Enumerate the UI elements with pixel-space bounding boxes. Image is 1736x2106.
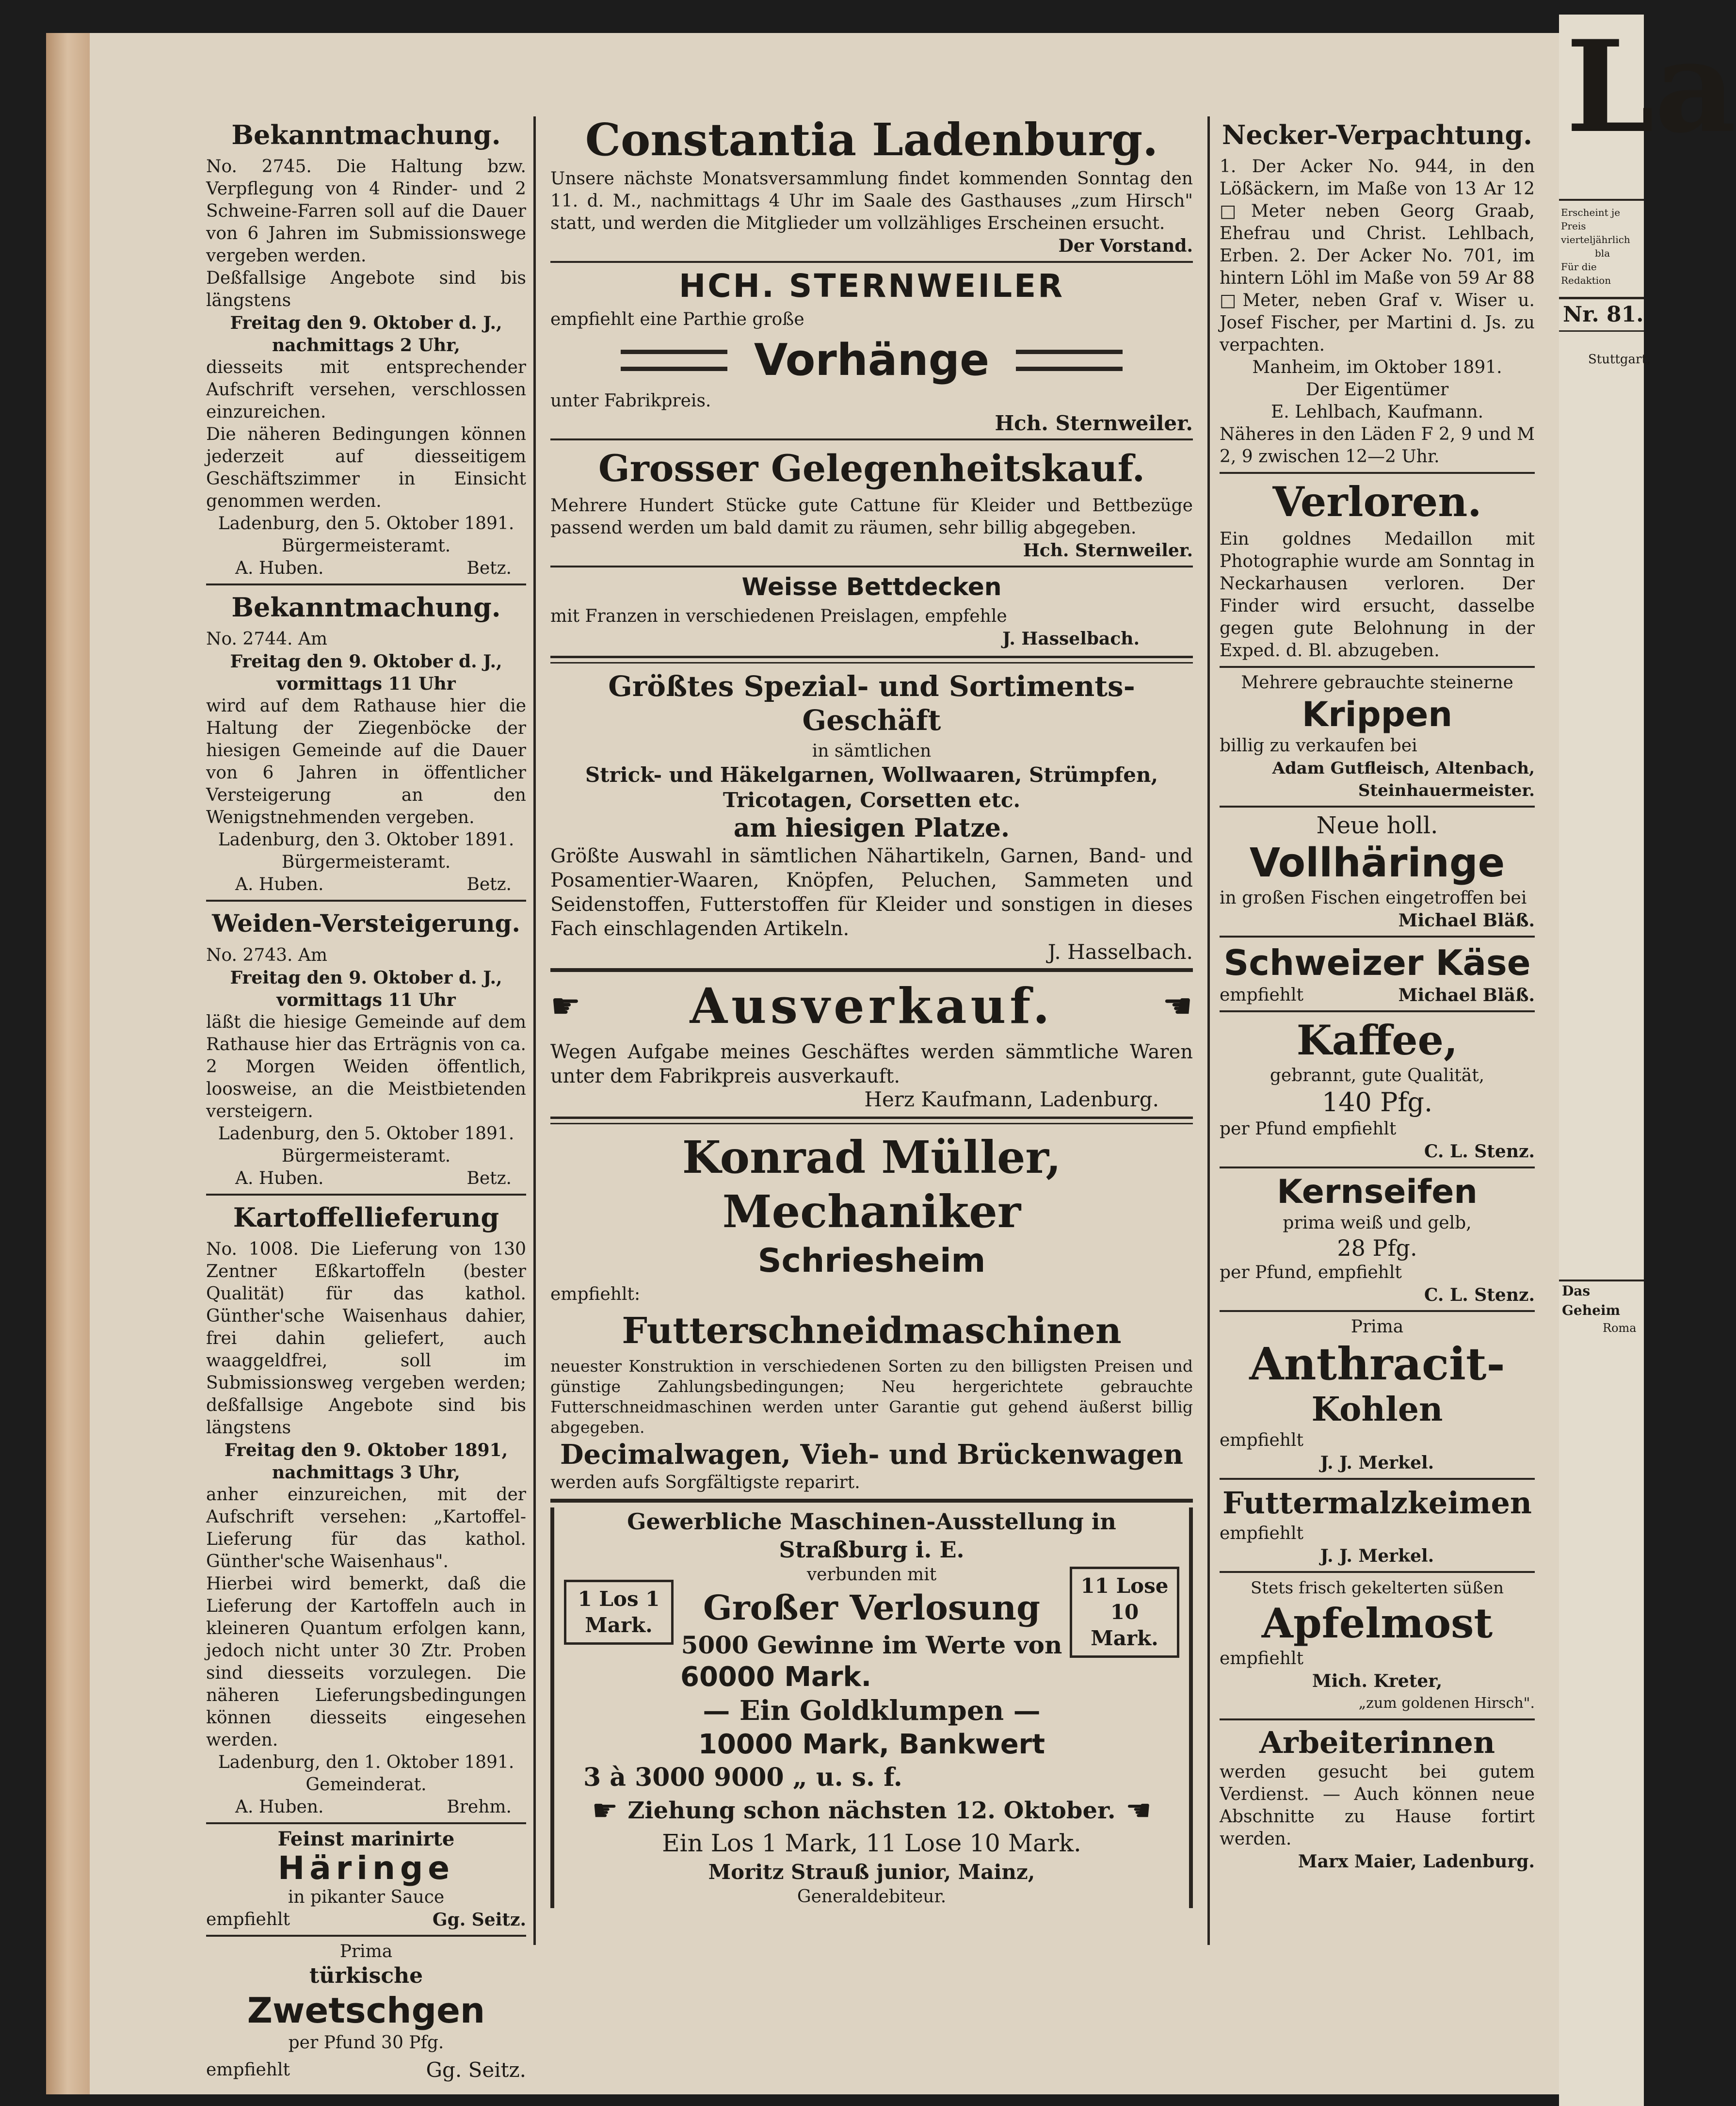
ad-title: Weiden-Versteigerung. <box>212 909 520 938</box>
ad-text: empfiehlt eine Parthie große <box>550 309 804 329</box>
ad-subtitle: am hiesigen Platze. <box>733 813 1010 843</box>
ad-title: Ausverkauf. <box>690 977 1054 1035</box>
ad-text: — Ein Goldklumpen — <box>703 1695 1041 1727</box>
ad-text: 60000 Mark. <box>680 1661 871 1693</box>
ad-signature: J. J. Merkel. <box>1320 1453 1434 1473</box>
page-text: bla <box>1595 247 1610 259</box>
ad-text: No. 2743. Am <box>206 945 328 965</box>
ad-headline: Vorhänge <box>754 335 990 386</box>
ad-title: Grosser Gelegenheitskauf. <box>598 447 1145 490</box>
ad-date: Freitag den 9. Oktober 1891, nachmittags 3 Uhr, <box>224 1440 508 1483</box>
ad-title: Apfelmost <box>1261 1599 1493 1647</box>
ad-text: werden gesucht bei gutem Verdienst. — Auch können neue Abschnitte zu Hause fortirt werden. <box>1220 1762 1535 1849</box>
ad-text: Die näheren Bedingungen können jederzeit auf diesseitigem Geschäftszimmer in Einsicht genommen werden. <box>206 424 526 511</box>
divider <box>1220 806 1535 808</box>
pointing-hand-icon: ☛ <box>1125 1794 1152 1828</box>
ad-text: unter Fabrikpreis. <box>550 391 711 411</box>
ad-text: verbunden mit <box>806 1565 937 1585</box>
ad-date: Freitag den 9. Oktober d. J., nachmittags 2 Uhr, <box>230 313 502 356</box>
ad-text: 3 à 3000 9000 „ u. s. f. <box>583 1763 902 1792</box>
ad-signature: Marx Maier, Ladenburg. <box>1298 1851 1535 1872</box>
ad-signature: C. L. Stenz. <box>1424 1285 1535 1305</box>
ad-office: Der Eigentümer <box>1305 380 1449 400</box>
ad-signature: empfiehlt <box>206 1910 290 1929</box>
ad-title: Konrad Müller, Mechaniker <box>682 1131 1061 1238</box>
ad-text: 10000 Mark, Bankwert <box>698 1729 1045 1760</box>
ad-place-date: Manheim, im Oktober 1891. <box>1252 357 1502 377</box>
ad-text: per Pfund empfiehlt <box>1220 1119 1397 1139</box>
ad-title: Verloren. <box>1272 478 1482 526</box>
divider <box>550 261 1193 263</box>
divider <box>1220 472 1535 474</box>
divider <box>1220 1571 1535 1573</box>
ad-signature: C. L. Stenz. <box>1424 1141 1535 1162</box>
divider <box>206 900 526 902</box>
divider <box>1220 1478 1535 1480</box>
ad-signature: Mich. Kreter, <box>1312 1671 1443 1691</box>
ad-prima: Prima <box>339 1942 393 1961</box>
ad-text: wird auf dem Rathause hier die Haltung der Ziegenböcke der hiesigen Gemeinde auf die Dauer von 6 Jahren in öffentlicher Versteigerung an den Wenigstnehmenden vergeben. <box>206 696 526 827</box>
ad-title: Bekanntmachung. <box>231 592 501 623</box>
ad-title: Gewerbliche Maschinen-Ausstellung in Straßburg i. E. <box>627 1508 1116 1563</box>
ad-text: per Pfund, empfiehlt <box>1220 1263 1402 1282</box>
ad-subtitle: Neue holl. <box>1316 812 1438 839</box>
ad-text: Ziehung schon nächsten 12. Oktober. <box>627 1797 1116 1824</box>
ad-text: Ein goldnes Medaillon mit Photographie wurde am Sonntag in Neckarhausen verloren. Der Finder wird ersucht, dasselbe gegen gute Belohnung in der Exped. d. Bl. abzugeben. <box>1220 529 1535 661</box>
ad-signature: J. Hasselbach. <box>1047 940 1193 964</box>
ad-place-date: Ladenburg, den 1. Oktober 1891. <box>218 1752 514 1772</box>
ad-signature: „zum goldenen Hirsch". <box>1358 1695 1535 1712</box>
ad-text: gebrannt, gute Qualität, <box>1270 1066 1485 1085</box>
column-rule-right <box>1207 116 1210 1945</box>
ad-price: 140 Pfg. <box>1321 1087 1433 1118</box>
divider <box>550 968 1193 972</box>
ad-title: Bekanntmachung. <box>231 119 501 150</box>
ad-date: Freitag den 9. Oktober d. J., vormittags 11 Uhr <box>230 968 502 1010</box>
ad-subtitle: Mehrere gebrauchte steinerne <box>1241 673 1513 693</box>
ad-signature: A. Huben. <box>235 1168 324 1188</box>
ad-signature: Brehm. <box>447 1797 512 1817</box>
ad-title: Zwetschgen <box>247 1990 485 2031</box>
ad-title: Schweizer Käse <box>1223 942 1531 983</box>
ad-text: 1. Der Acker No. 944, in den Lößäckern, im Maße von 13 Ar 12 □Meter neben Georg Graab, Ehefrau und Christ. Lehlbach, Erben. 2. Der Acker No. 701, im hintern Löhl im Maße von 59 Ar 88 □Meter, neben Graf v. Wiser u. Josef Fischer, per Martini d. Js. zu verpachten. <box>1220 157 1535 355</box>
ad-subtitle: türkische <box>309 1963 423 1988</box>
rule-ornament <box>1016 350 1123 371</box>
ad-title: Kartoffellieferung <box>233 1202 499 1233</box>
ad-text: Hierbei wird bemerkt, daß die Lieferung der Kartoffeln auch in kleineren Quantum erfolgen kann, jedoch nicht unter 30 Ztr. Proben sind diesseits vorzulegen. Die näheren Lieferungsbedingungen können diesseits eingesehen werden. <box>206 1574 526 1750</box>
ad-title: Krippen <box>1302 695 1453 734</box>
page-text: Für die Redaktion <box>1561 261 1611 286</box>
ad-signature: Herz Kaufmann, Ladenburg. <box>864 1087 1159 1111</box>
ad-title: HCH. STERNWEILER <box>678 267 1065 305</box>
ad-office: Bürgermeisteramt. <box>281 536 451 556</box>
divider <box>1220 1310 1535 1312</box>
ad-text: Deßfallsige Angebote sind bis längstens <box>206 268 526 310</box>
ad-signature: Gg. Seitz. <box>432 1910 526 1930</box>
ad-text: empfiehlt: <box>550 1284 641 1304</box>
ad-text: empfiehlt <box>1220 1523 1303 1543</box>
ad-office: Gemeinderat. <box>305 1775 427 1795</box>
masthead-fragment: La <box>1566 13 1736 161</box>
ad-text: per Pfund 30 Pfg. <box>288 2033 444 2053</box>
ad-date: Freitag den 9. Oktober d. J., vormittags 11 Uhr <box>230 651 502 694</box>
page-text: Erscheint je <box>1561 207 1621 218</box>
lottery-price-box: 11 Lose 10 Mark. <box>1070 1567 1179 1658</box>
ad-text: in großen Fischen eingetroffen bei <box>1220 888 1527 908</box>
divider <box>550 438 1193 440</box>
ad-headline: Großer Verlosung <box>703 1588 1041 1628</box>
ad-text: Generaldebiteur. <box>797 1887 947 1907</box>
ad-signature: Michael Bläß. <box>1398 910 1535 931</box>
ad-title: Kaffee, <box>1296 1016 1458 1064</box>
ad-subtitle: Feinst marinirte <box>277 1828 455 1850</box>
divider <box>206 1935 526 1937</box>
ad-signature: empfiehlt <box>1220 985 1303 1005</box>
column-2 <box>550 112 1193 1908</box>
ad-signature: Michael Bläß. <box>1398 985 1535 1005</box>
column-1 <box>206 114 526 2081</box>
divider <box>1220 1166 1535 1168</box>
ad-text: Mehrere Hundert Stücke gute Cattune für Kleider und Bettbezüge passend werden um bald damit zu räumen, sehr billig abgegeben. <box>550 496 1193 538</box>
divider <box>550 656 1193 664</box>
divider <box>1220 1010 1535 1012</box>
book-binding-edge <box>46 33 90 2094</box>
ad-signature: A. Huben. <box>235 875 324 894</box>
ad-signature: E. Lehlbach, Kaufmann. <box>1270 402 1484 422</box>
divider <box>550 1499 1193 1503</box>
divider <box>1220 666 1535 668</box>
ad-title: Größtes Spezial- und Sortiments-Geschäft <box>608 670 1135 737</box>
lottery-price-box: 1 Los 1 Mark. <box>564 1580 674 1645</box>
divider <box>206 583 526 585</box>
ad-text: anher einzureichen, mit der Aufschrift versehen: „Kartoffel-Lieferung für das kathol. Günther'sche Waisenhaus". <box>206 1485 526 1571</box>
ad-text: empfiehlt <box>1220 1430 1303 1450</box>
ad-signature: Adam Gutfleisch, Altenbach, Steinhauermeister. <box>1272 759 1535 800</box>
ad-text: läßt die hiesige Gemeinde auf dem Rathause hier das Erträgnis von ca. 2 Morgen Weiden öffentlich, loosweise, an die Meistbietenden versteigern. <box>206 1012 526 1121</box>
ad-subtitle: Stets frisch gekelterten süßen <box>1251 1578 1504 1598</box>
ad-title: Anthracit- <box>1249 1338 1505 1390</box>
ad-text: Wegen Aufgabe meines Geschäftes werden sämmtliche Waren unter dem Fabrikpreis ausverkauft. <box>550 1041 1193 1087</box>
ad-text: billig zu verkaufen bei <box>1220 736 1417 756</box>
pointing-hand-icon: ☛ <box>592 1794 618 1828</box>
divider <box>550 1117 1193 1124</box>
ad-text: neuester Konstruktion in verschiedenen Sorten zu den billigsten Preisen und günstige Zahlungsbedingungen; Neu hergerichtete gebrauchte Futterschneidmaschinen werden unter Garantie gut gehend äußerst billig abgegeben. <box>550 1357 1193 1437</box>
ad-signature: Betz. <box>466 1168 512 1188</box>
page-text: Stuttgart, <box>1588 352 1651 367</box>
ad-place-date: Ladenburg, den 3. Oktober 1891. <box>218 830 514 850</box>
ad-title: Necker-Verpachtung. <box>1222 119 1532 150</box>
ad-text: Näheres in den Läden F 2, 9 und M 2, 9 zwischen 12—2 Uhr. <box>1220 424 1535 467</box>
divider <box>206 1194 526 1196</box>
ad-signature: Moritz Strauß junior, Mainz, <box>708 1860 1035 1884</box>
ad-text: diesseits mit entsprechender Aufschrift versehen, verschlossen einzureichen. <box>206 357 526 422</box>
ad-title: Weisse Bettdecken <box>741 573 1002 601</box>
ad-signature: A. Huben. <box>235 1797 324 1817</box>
adjacent-page <box>1559 13 1736 2106</box>
divider <box>1220 936 1535 938</box>
ad-place-date: Ladenburg, den 5. Oktober 1891. <box>218 1124 514 1144</box>
column-3 <box>1220 114 1535 1873</box>
ad-office: Bürgermeisteramt. <box>281 1146 451 1166</box>
ad-text: prima weiß und gelb, <box>1283 1213 1472 1233</box>
ad-text: empfiehlt <box>1220 1649 1303 1669</box>
page-text: Preis vierteljährlich <box>1561 220 1630 245</box>
ad-text: in pikanter Sauce <box>288 1887 445 1907</box>
pointing-hand-icon: ☛ <box>550 986 581 1026</box>
ad-signature: Der Vorstand. <box>1058 236 1193 256</box>
ad-signature: J. Hasselbach. <box>1002 629 1140 649</box>
ad-text: No. 2744. Am <box>206 629 328 649</box>
ad-title: Futtermalzkeimen <box>1222 1485 1532 1521</box>
ad-title: Kohlen <box>1311 1390 1443 1429</box>
ad-signature: Betz. <box>466 558 512 578</box>
divider <box>550 566 1193 567</box>
ad-signature: A. Huben. <box>235 558 324 578</box>
ad-text: Größte Auswahl in sämtlichen Nähartikeln, Garnen, Band- und Posamentier-Waaren, Knöpfen, Peluchen, Sammeten und Seidenstoffen, Futterstoffen für Kleider und sonstigen in dieses Fach einschlagenden Artikeln. <box>550 845 1193 940</box>
divider <box>206 1822 526 1824</box>
ad-title: Häringe <box>278 1849 454 1887</box>
ad-signature: Betz. <box>466 875 512 894</box>
ad-signature: Gg. Seitz. <box>426 2058 526 2082</box>
page-text: Roma <box>1603 1321 1637 1335</box>
ad-text: 5000 Gewinne im Werte von <box>681 1631 1062 1659</box>
ad-text: werden aufs Sorgfältigste reparirt. <box>550 1473 860 1492</box>
ad-text: Unsere nächste Monatsversammlung findet kommenden Sonntag den 11. d. M., nachmittags 4 Uhr im Saale des Gasthauses „zum Hirsch" statt, und werden die Mitglieder um vollzähliges Erscheinen ersucht. <box>550 169 1193 233</box>
ad-subtitle: Schriesheim <box>757 1242 986 1280</box>
ad-title: Constantia Ladenburg. <box>585 113 1158 166</box>
pointing-hand-icon: ☛ <box>1162 986 1193 1026</box>
page-heading: Das Geheim <box>1559 1280 1644 1320</box>
ad-signature: empfiehlt <box>206 2060 290 2080</box>
ad-signature: Hch. Sternweiler. <box>1023 540 1193 561</box>
ad-text: in sämtlichen <box>812 741 932 761</box>
rule-ornament <box>621 350 727 371</box>
ad-price: 28 Pfg. <box>1337 1235 1417 1261</box>
divider <box>1220 1718 1535 1720</box>
ad-headline: Futterschneidmaschinen <box>622 1310 1122 1352</box>
ad-subtitle: Decimalwagen, Vieh- und Brückenwagen <box>560 1439 1184 1471</box>
issue-number: Nr. 81. <box>1559 297 1644 332</box>
ad-text: No. 1008. Die Lieferung von 130 Zentner Eßkartoffeln (bester Qualität) für das kathol. Günther'sche Waisenhaus dahier, frei dahin geliefert, auch waaggeldfrei, soll im Submissionsweg vergeben werden; deßfallsige Angebote sind bis längstens <box>206 1239 526 1438</box>
ad-place-date: Ladenburg, den 5. Oktober 1891. <box>218 514 514 534</box>
ad-text: Ein Los 1 Mark, 11 Lose 10 Mark. <box>662 1829 1081 1857</box>
ad-text: Strick- und Häkelgarnen, Wollwaaren, Strümpfen, Tricotagen, Corsetten etc. <box>585 763 1158 812</box>
ad-signature: Hch. Sternweiler. <box>995 411 1193 435</box>
ad-office: Bürgermeisteramt. <box>281 852 451 872</box>
ad-prima: Prima <box>1350 1317 1404 1337</box>
ad-title: Arbeiterinnen <box>1259 1725 1495 1760</box>
ad-text: mit Franzen in verschiedenen Preislagen, empfehle <box>550 606 1007 626</box>
column-rule-left <box>533 116 536 1945</box>
ad-text: No. 2745. Die Haltung bzw. Verpflegung von 4 Rinder- und 2 Schweine-Farren soll auf die Dauer von 6 Jahren im Submissionswege vergeben werden. <box>206 157 526 266</box>
lottery-ad <box>550 1507 1193 1908</box>
ad-signature: J. J. Merkel. <box>1320 1546 1434 1566</box>
ad-title: Kernseifen <box>1277 1173 1478 1211</box>
ad-title: Vollhäringe <box>1249 840 1505 886</box>
